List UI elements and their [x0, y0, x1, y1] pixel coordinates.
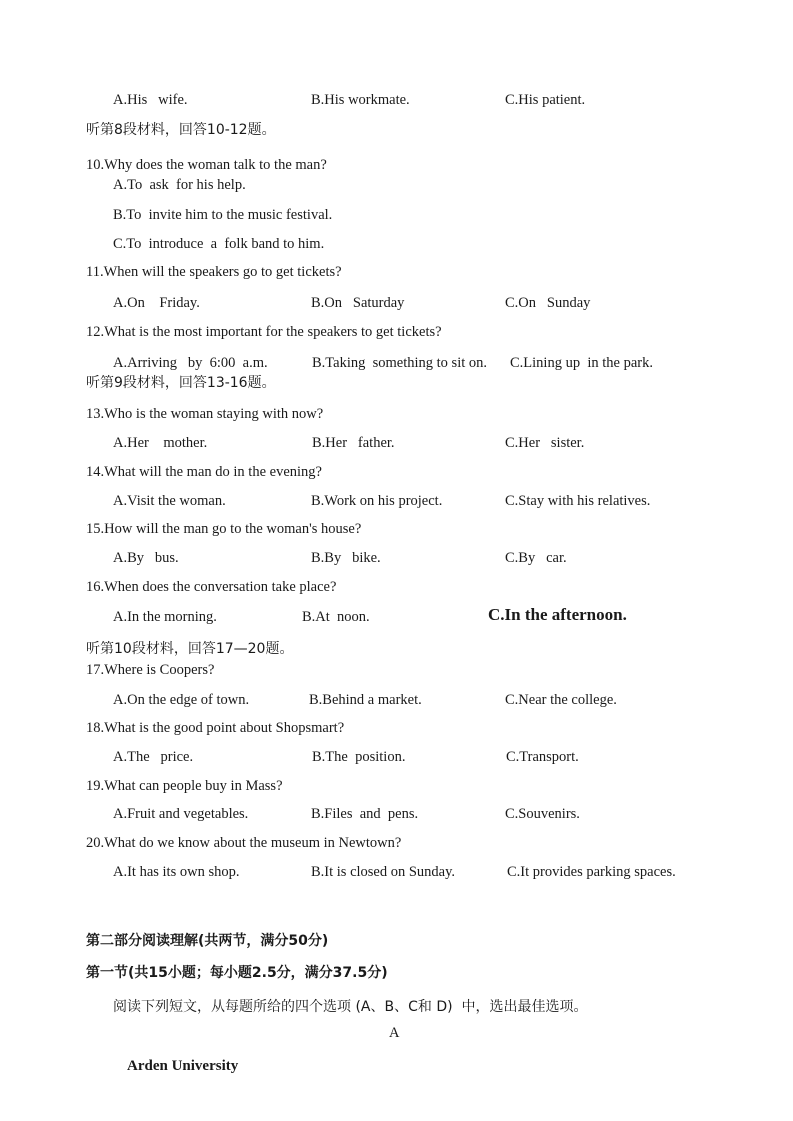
- q13-option-c: C.Her sister.: [505, 435, 585, 451]
- q16-option-c: C.In the afternoon.: [488, 605, 627, 624]
- q18-option-b: B.The position.: [312, 749, 406, 765]
- section-10-heading: 听第10段材料，回答17—20题。: [86, 641, 294, 657]
- q17-option-c: C.Near the college.: [505, 692, 617, 708]
- q10-option-a: A.To ask for his help.: [113, 177, 246, 193]
- passage-label: A: [389, 1025, 400, 1041]
- q12-option-c: C.Lining up in the park.: [510, 355, 653, 371]
- q17-option-b: B.Behind a market.: [309, 692, 422, 708]
- q18-option-a: A.The price.: [113, 749, 194, 765]
- q14-option-b: B.Work on his project.: [311, 493, 443, 509]
- q16-stem: 16.When does the conversation take place?: [86, 579, 337, 595]
- q15-option-b: B.By bike.: [311, 550, 381, 566]
- q20-option-c: C.It provides parking spaces.: [507, 864, 676, 880]
- q14-stem: 14.What will the man do in the evening?: [86, 464, 322, 480]
- q14-option-a: A.Visit the woman.: [113, 493, 226, 509]
- q15-option-c: C.By car.: [505, 550, 567, 566]
- q20-option-b: B.It is closed on Sunday.: [311, 864, 456, 880]
- q20-option-a: A.It has its own shop.: [113, 864, 240, 880]
- passage-title: Arden University: [127, 1058, 239, 1074]
- q16-option-a: A.In the morning.: [113, 609, 217, 625]
- q10-stem: 10.Why does the woman talk to the man?: [86, 157, 327, 173]
- q14-option-c: C.Stay with his relatives.: [505, 493, 651, 509]
- q19-stem: 19.What can people buy in Mass?: [86, 778, 283, 794]
- q10-option-b: B.To invite him to the music festival.: [113, 207, 333, 223]
- q15-option-a: A.By bus.: [113, 550, 179, 566]
- q19-option-c: C.Souvenirs.: [505, 806, 580, 822]
- q10-option-c: C.To introduce a folk band to him.: [113, 236, 325, 252]
- q17-stem: 17.Where is Coopers?: [86, 662, 215, 678]
- section-8-heading: 听第8段材料，回答10-12题。: [86, 122, 276, 138]
- q9-option-c: C.His patient.: [505, 92, 586, 108]
- q12-option-a: A.Arriving by 6:00 a.m.: [113, 355, 268, 371]
- q13-stem: 13.Who is the woman staying with now?: [86, 406, 324, 422]
- q18-option-c: C.Transport.: [506, 749, 579, 765]
- q20-stem: 20.What do we know about the museum in Newtown?: [86, 835, 402, 851]
- q11-option-c: C.On Sunday: [505, 295, 591, 311]
- section-1-title: 第一节(共15小题；每小题2.5分，满分37.5分): [86, 965, 388, 981]
- q12-stem: 12.What is the most important for the speakers to get tickets?: [86, 324, 442, 340]
- section-9-heading: 听第9段材料，回答13-16题。: [86, 375, 276, 391]
- q12-option-b: B.Taking something to sit on.: [312, 355, 487, 371]
- q19-option-b: B.Files and pens.: [311, 806, 419, 822]
- q11-option-b: B.On Saturday: [311, 295, 405, 311]
- q13-option-b: B.Her father.: [312, 435, 395, 451]
- part-2-title: 第二部分阅读理解(共两节，满分50分): [86, 933, 329, 949]
- q15-stem: 15.How will the man go to the woman's house?: [86, 521, 362, 537]
- q17-option-a: A.On the edge of town.: [113, 692, 250, 708]
- q13-option-a: A.Her mother.: [113, 435, 208, 451]
- q18-stem: 18.What is the good point about Shopsmart?: [86, 720, 345, 736]
- q9-option-b: B.His workmate.: [311, 92, 410, 108]
- reading-instruction: 阅读下列短文，从每题所给的四个选项 (A、B、C和 D) 中，选出最佳选项。: [113, 999, 588, 1015]
- q11-option-a: A.On Friday.: [113, 295, 200, 311]
- q9-option-a: A.His wife.: [113, 92, 188, 108]
- q19-option-a: A.Fruit and vegetables.: [113, 806, 249, 822]
- q16-option-b: B.At noon.: [302, 609, 370, 625]
- q11-stem: 11.When will the speakers go to get tickets?: [86, 264, 342, 280]
